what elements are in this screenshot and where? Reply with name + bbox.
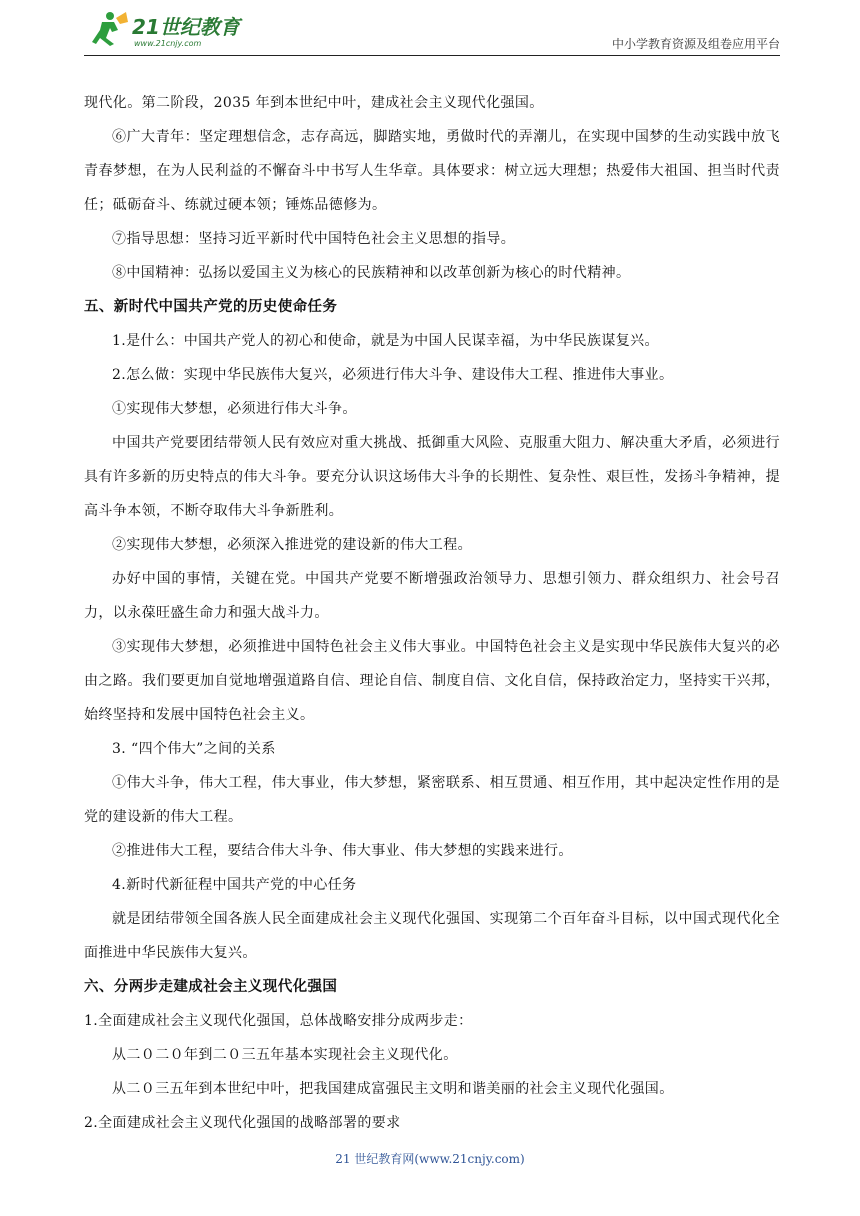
paragraph: ①实现伟大梦想，必须进行伟大斗争。 bbox=[112, 401, 357, 417]
paragraph: 办好中国的事情，关键在党。中国共产党要不断增强政治领导力、思想引领力、群众组织力、社会号召力，以永葆旺盛生命力和强大战斗力。 bbox=[84, 571, 780, 621]
paragraph: 1.是什么：中国共产党人的初心和使命，就是为中国人民谋幸福，为中华民族谋复兴。 bbox=[112, 333, 659, 349]
header-divider bbox=[84, 55, 780, 56]
logo-21cnjy bbox=[88, 8, 258, 52]
paragraph: 1.全面建成社会主义现代化强国，总体战略安排分成两步走： bbox=[84, 1013, 473, 1029]
paragraph: ⑧中国精神：弘扬以爱国主义为核心的民族精神和以改革创新为核心的时代精神。 bbox=[112, 265, 631, 281]
paragraph: 2.全面建成社会主义现代化强国的战略部署的要求 bbox=[84, 1115, 401, 1131]
paragraph: ①伟大斗争，伟大工程，伟大事业，伟大梦想，紧密联系、相互贯通、相互作用，其中起决定性作用的是党的建设新的伟大工程。 bbox=[84, 775, 780, 825]
paragraph: 3. “四个伟大”之间的关系 bbox=[112, 741, 276, 757]
paragraph: ②实现伟大梦想，必须深入推进党的建设新的伟大工程。 bbox=[112, 537, 472, 553]
svg-text:21世纪教育: 21世纪教育 bbox=[132, 15, 240, 39]
paragraph: 4.新时代新征程中国共产党的中心任务 bbox=[112, 877, 357, 893]
page-header bbox=[84, 8, 780, 56]
section-heading: 六、分两步走建成社会主义现代化强国 bbox=[84, 979, 338, 995]
section-heading: 五、新时代中国共产党的历史使命任务 bbox=[84, 299, 338, 315]
paragraph: 就是团结带领全国各族人民全面建成社会主义现代化强国、实现第二个百年奋斗目标，以中国式现代化全面推进中华民族伟大复兴。 bbox=[84, 911, 780, 961]
paragraph: 从二０三五年到本世纪中叶，把我国建成富强民主文明和谐美丽的社会主义现代化强国。 bbox=[112, 1081, 674, 1097]
document-body bbox=[84, 86, 780, 1140]
page-footer: 21 世纪教育网(www.21cnjy.com) bbox=[335, 1152, 525, 1166]
paragraph: ⑥广大青年：坚定理想信念，志存高远，脚踏实地，勇做时代的弄潮儿，在实现中国梦的生动实践中放飞青春梦想，在为人民利益的不懈奋斗中书写人生华章。具体要求：树立远大理想；热爱伟大祖国、担当时代责任；砥砺奋斗、练就过硬本领；锤炼品德修为。 bbox=[84, 129, 780, 213]
platform-label: 中小学教育资源及组卷应用平台 bbox=[611, 37, 780, 51]
svg-text:www.21cnjy.com: www.21cnjy.com bbox=[134, 39, 202, 48]
paragraph: 中国共产党要团结带领人民有效应对重大挑战、抵御重大风险、克服重大阻力、解决重大矛盾，必须进行具有许多新的历史特点的伟大斗争。要充分认识这场伟大斗争的长期性、复杂性、艰巨性，发扬斗争精神，提高斗争本领，不断夺取伟大斗争新胜利。 bbox=[84, 435, 780, 519]
paragraph: 现代化。第二阶段，2035 年到本世纪中叶，建成社会主义现代化强国。 bbox=[84, 95, 544, 111]
paragraph: 2.怎么做：实现中华民族伟大复兴，必须进行伟大斗争、建设伟大工程、推进伟大事业。 bbox=[112, 367, 674, 383]
paragraph: ③实现伟大梦想，必须推进中国特色社会主义伟大事业。中国特色社会主义是实现中华民族伟大复兴的必由之路。我们要更加自觉地增强道路自信、理论自信、制度自信、文化自信，保持政治定力，坚持实干兴邦，始终坚持和发展中国特色社会主义。 bbox=[84, 639, 780, 723]
paragraph: 从二０二０年到二０三五年基本实现社会主义现代化。 bbox=[112, 1047, 458, 1063]
paragraph: ②推进伟大工程，要结合伟大斗争、伟大事业、伟大梦想的实践来进行。 bbox=[112, 843, 573, 859]
paragraph: ⑦指导思想：坚持习近平新时代中国特色社会主义思想的指导。 bbox=[112, 231, 516, 247]
